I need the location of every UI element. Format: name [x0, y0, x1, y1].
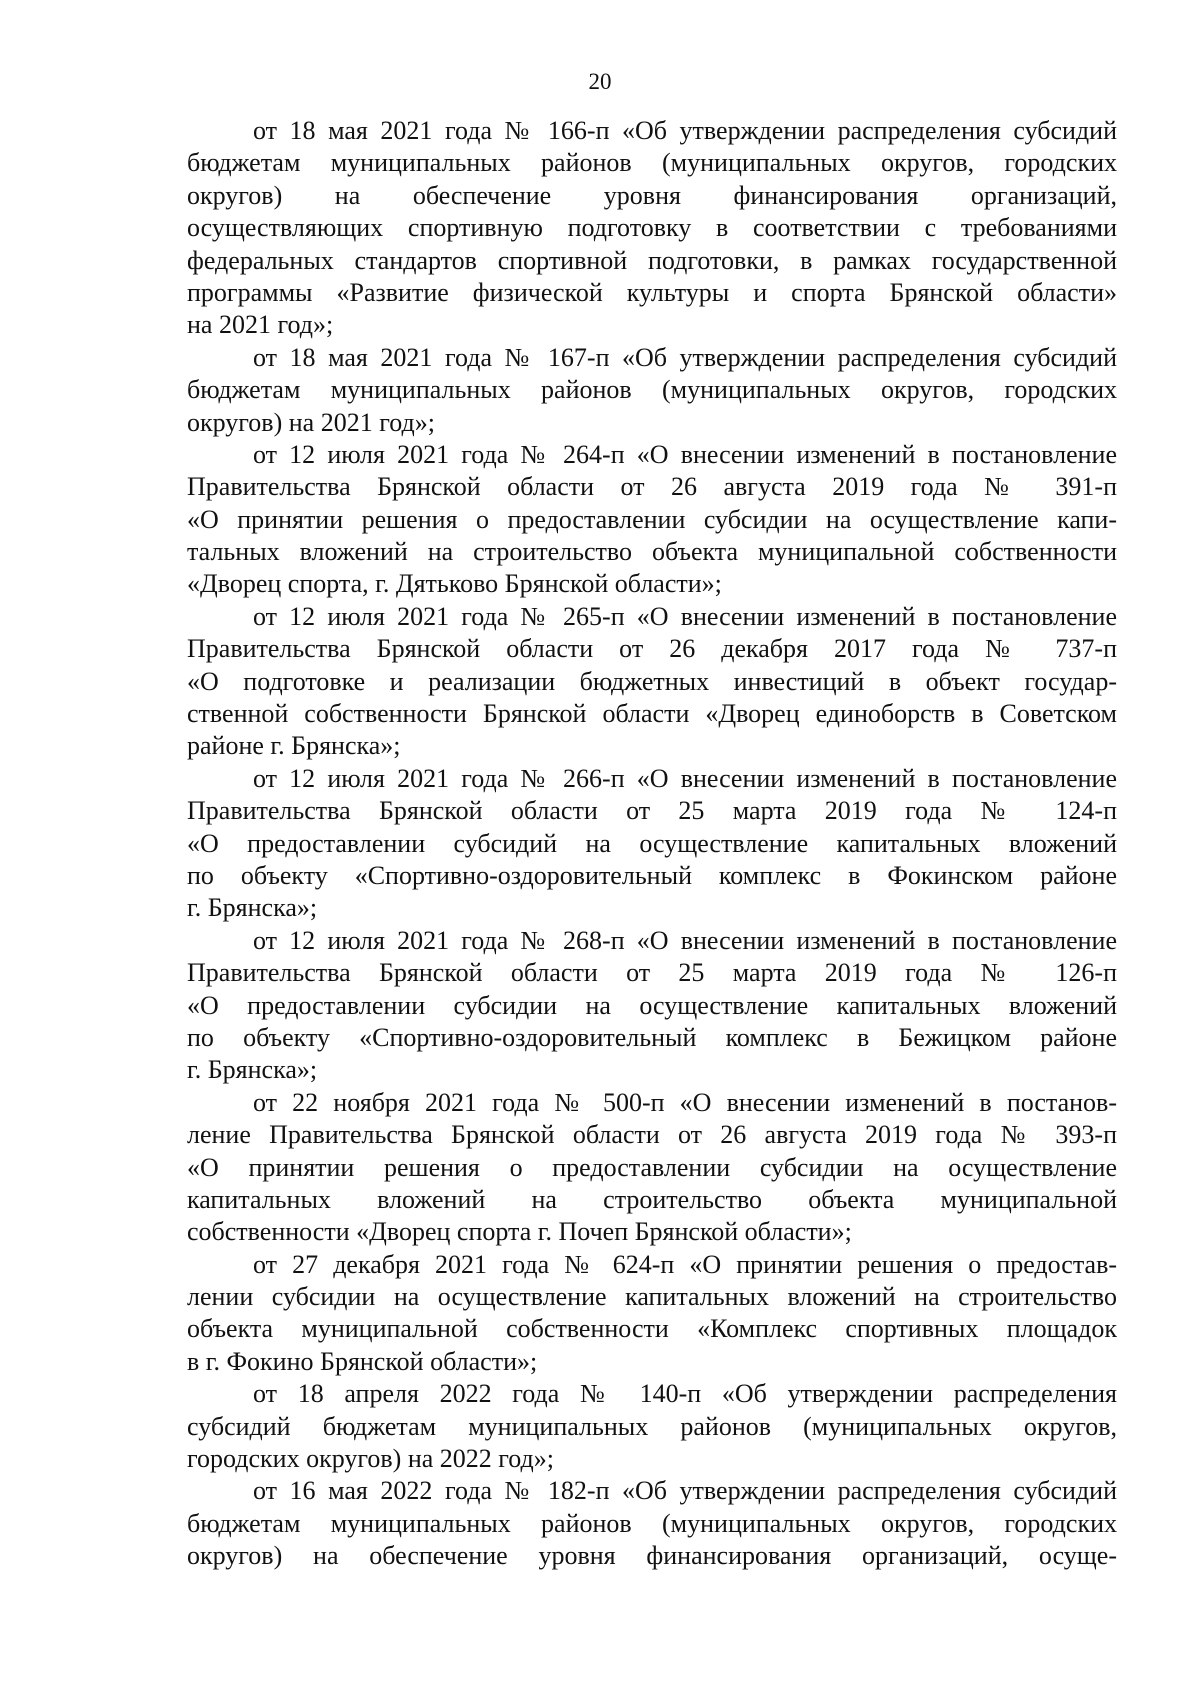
text-line: ление Правительства Брянской области от 26 августа 2019 года № 393-п [187, 1120, 1117, 1150]
text-line: городских округов) на 2022 год»; [187, 1444, 554, 1474]
text-line: субсидий бюджетам муниципальных районов (муниципальных округов, [187, 1411, 1117, 1441]
reference-paragraph [187, 439, 1117, 601]
text-line: бюджетам муниципальных районов (муниципальных округов, городских [187, 375, 1117, 405]
reference-paragraph [187, 763, 1117, 925]
text-line: «О принятии решения о предоставлении субсидии на осуществление [187, 1152, 1117, 1182]
text-line: от 12 июля 2021 года № 268-п «О внесении изменений в постановление [253, 925, 1117, 955]
text-line: «О принятии решения о предоставлении субсидии на осуществление капи- [187, 504, 1117, 534]
text-line: Правительства Брянской области от 25 марта 2019 года № 124-п [187, 796, 1117, 826]
text-line: по объекту «Спортивно-оздоровительный комплекс в Бежицком районе [187, 1022, 1117, 1052]
text-line: округов) на 2021 год»; [187, 407, 435, 437]
text-line: округов) на обеспечение уровня финансирования организаций, осуще- [187, 1541, 1117, 1571]
text-line: от 18 мая 2021 года № 167-п «Об утверждении распределения субсидий [253, 342, 1117, 372]
text-line: объекта муниципальной собственности «Комплекс спортивных площадок [187, 1314, 1117, 1344]
text-line: от 18 апреля 2022 года № 140-п «Об утверждении распределения [253, 1379, 1117, 1409]
text-line: округов) на обеспечение уровня финансирования организаций, [187, 180, 1117, 210]
text-line: районе г. Брянска»; [187, 731, 401, 761]
text-line: «О предоставлении субсидий на осуществление капитальных вложений [187, 828, 1117, 858]
reference-paragraph [187, 342, 1117, 439]
text-line: «О предоставлении субсидии на осуществление капитальных вложений [187, 990, 1117, 1020]
text-line: осуществляющих спортивную подготовку в соответствии с требованиями [187, 213, 1117, 243]
text-line: от 12 июля 2021 года № 264-п «О внесении изменений в постановление [253, 439, 1117, 469]
text-line: г. Брянска»; [187, 1055, 318, 1085]
text-line: собственности «Дворец спорта г. Почеп Брянской области»; [187, 1217, 852, 1247]
text-line: лении субсидии на осуществление капитальных вложений на строительство [187, 1282, 1117, 1312]
reference-paragraph [187, 1087, 1117, 1249]
text-line: от 18 мая 2021 года № 166-п «Об утверждении распределения субсидий [253, 116, 1117, 145]
text-line: Правительства Брянской области от 25 марта 2019 года № 126-п [187, 958, 1117, 988]
text-line: ственной собственности Брянской области «Дворец единоборств в Советском [187, 699, 1117, 729]
text-line: бюджетам муниципальных районов (муниципальных округов, городских [187, 1508, 1117, 1538]
text-line: Правительства Брянской области от 26 августа 2019 года № 391-п [187, 472, 1117, 502]
text-line: «О подготовке и реализации бюджетных инвестиций в объект государ- [187, 666, 1117, 696]
reference-paragraph [187, 1475, 1117, 1572]
text-line: тальных вложений на строительство объекта муниципальной собственности [187, 537, 1117, 567]
text-line: программы «Развитие физической культуры и спорта Брянской области» [187, 277, 1117, 307]
text-line: федеральных стандартов спортивной подготовки, в рамках государственной [187, 245, 1117, 275]
reference-paragraph [187, 1249, 1117, 1379]
text-line: на 2021 год»; [187, 310, 334, 340]
text-line: в г. Фокино Брянской области»; [187, 1346, 538, 1376]
reference-paragraph [187, 601, 1117, 763]
text-line: г. Брянска»; [187, 893, 318, 923]
page-number: 20 [588, 69, 612, 94]
text-line: «Дворец спорта, г. Дятьково Брянской области»; [187, 569, 722, 599]
text-line: от 12 июля 2021 года № 265-п «О внесении изменений в постановление [253, 601, 1117, 631]
text-line: от 12 июля 2021 года № 266-п «О внесении изменений в постановление [253, 763, 1117, 793]
reference-paragraph [187, 1378, 1117, 1475]
text-line: от 16 мая 2022 года № 182-п «Об утверждении распределения субсидий [253, 1476, 1117, 1506]
text-line: от 22 ноября 2021 года № 500-п «О внесении изменений в постанов- [253, 1087, 1117, 1117]
text-line: от 27 декабря 2021 года № 624-п «О принятии решения о предостав- [253, 1249, 1117, 1279]
text-line: бюджетам муниципальных районов (муниципальных округов, городских [187, 148, 1117, 178]
text-line: капитальных вложений на строительство объекта муниципальной [187, 1184, 1117, 1214]
document-body [187, 115, 1117, 1573]
reference-paragraph [187, 925, 1117, 1087]
text-line: по объекту «Спортивно-оздоровительный комплекс в Фокинском районе [187, 860, 1117, 890]
text-line: Правительства Брянской области от 26 декабря 2017 года № 737-п [187, 634, 1117, 664]
reference-paragraph [187, 115, 1117, 342]
